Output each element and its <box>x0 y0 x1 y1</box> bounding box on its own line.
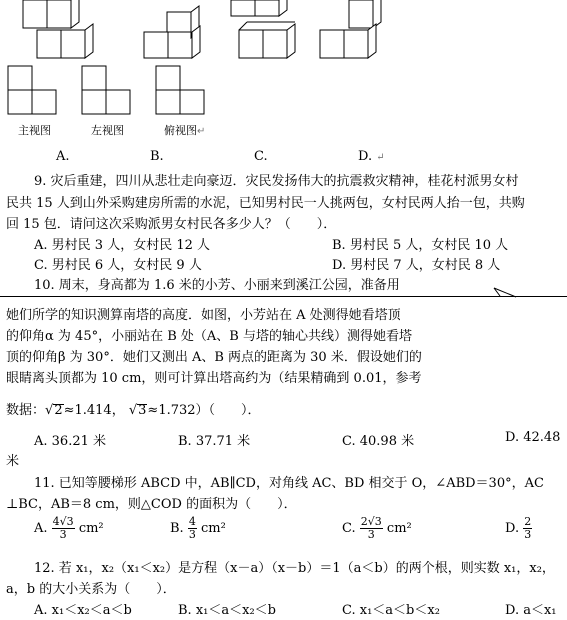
q9-option-a: A. 男村民 3 人，女村民 12 人 <box>34 238 210 253</box>
q10-line4: 顶的仰角β 为 30°．她们又测出 A、B 两点的距离为 30 米．假设她们的 <box>6 350 422 365</box>
top-view <box>156 66 204 114</box>
q10-line5: 眼睛离头顶都为 10 cm，则可计算出塔高约为（结果精确到 0.01，参考 <box>6 371 422 386</box>
paragraph-mark: ↵ <box>197 126 206 137</box>
fraction <box>52 516 75 541</box>
figure-a <box>23 0 93 58</box>
denominator: 3 <box>59 528 67 541</box>
q11-option-c <box>342 516 412 541</box>
numerator: 2√3 <box>360 515 382 528</box>
choice-b: B. <box>150 149 164 164</box>
q10-option-d-tail: 米 <box>6 454 20 469</box>
fraction <box>523 516 532 541</box>
top-view-label <box>164 122 205 138</box>
figure-d <box>320 0 381 58</box>
q10-line3: 的仰角α 为 45°，小丽站在 B 处（A、B 与塔的轴心共线）测得她看塔 <box>6 329 412 344</box>
top-view-label-text: 俯视图 <box>164 124 197 137</box>
q9-line1: 9. 灾后重建，四川从悲壮走向豪迈．灾民发扬伟大的抗震救灾精神，桂花村派男女村 <box>34 174 519 189</box>
choice-d-text: D. <box>358 149 373 164</box>
q10-option-d: D. 42.48 <box>505 430 561 445</box>
paragraph-mark: ↵ <box>376 152 385 163</box>
fraction <box>188 516 197 541</box>
front-view <box>8 66 56 114</box>
fraction <box>360 516 383 541</box>
q11-line1: 11. 已知等腰梯形 ABCD 中，AB∥CD，对角线 AC、BD 相交于 O，∠ABD＝30°，AC <box>34 476 544 491</box>
denominator: 3 <box>188 528 196 541</box>
q12-option-c: C. x₁＜a＜b＜x₂ <box>342 603 440 618</box>
q12-line1: 12. 若 x₁，x₂（x₁＜x₂）是方程（x－a）（x－b）＝1（a＜b）的两个根，则实数 x₁，x₂， <box>34 561 555 576</box>
numerator: 4 <box>188 515 196 528</box>
data-prefix: 数据： <box>6 403 46 418</box>
figure-b <box>144 6 200 58</box>
q10-line2: 她们所学的知识测算南塔的高度．如图，小芳站在 A 处测得她看塔顶 <box>6 308 401 323</box>
q11-option-d <box>505 516 532 541</box>
q11-line2: ⊥BC，AB＝8 cm，则△COD 的面积为（ ）． <box>6 497 297 512</box>
page-divider <box>0 296 567 297</box>
option-label: C. <box>342 521 356 536</box>
sqrt2-radicand: 2 <box>54 403 63 418</box>
numerator: 2 <box>524 515 532 528</box>
unit: cm² <box>78 521 104 536</box>
unit: cm² <box>200 521 226 536</box>
figure-c <box>231 0 295 58</box>
q12-option-a: A. x₁＜x₂＜a＜b <box>34 603 132 618</box>
denominator: 3 <box>524 528 532 541</box>
answer-figures <box>0 0 420 62</box>
sqrt3-radicand: 3 <box>138 403 147 418</box>
front-view-label: 主视图 <box>18 124 51 137</box>
q9-line3: 回 15 包．请问这次采购派男女村民各多少人？（ ）． <box>6 217 337 232</box>
sqrt-sign: √ <box>45 403 54 418</box>
q9-option-c: C. 男村民 6 人，女村民 9 人 <box>34 258 202 273</box>
denominator: 3 <box>367 528 375 541</box>
q9-option-b: B. 男村民 5 人，女村民 10 人 <box>332 238 509 253</box>
q11-option-b <box>170 516 226 541</box>
sqrt3-approx: ≈1.732）（ ）． <box>147 403 261 418</box>
option-label: B. <box>170 521 184 536</box>
q11-option-a <box>34 516 104 541</box>
q12-option-b: B. x₁＜a＜x₂＜b <box>178 603 276 618</box>
q10-option-a: A. 36.21 米 <box>34 434 107 449</box>
side-view <box>82 66 130 114</box>
q9-line2: 民共 15 人到山外采购建房所需的水泥，已知男村民一人挑两包，女村民两人抬一包，共购 <box>6 196 525 211</box>
q10-reference-data <box>6 399 261 418</box>
q12-line2: a，b 的大小关系为（ ）． <box>6 582 176 597</box>
option-label: D. <box>505 521 520 536</box>
q10-option-c: C. 40.98 米 <box>342 434 415 449</box>
side-view-label: 左视图 <box>91 124 124 137</box>
unit: cm² <box>386 521 412 536</box>
choice-a: A. <box>56 149 70 164</box>
q10-option-b: B. 37.71 米 <box>178 434 251 449</box>
sqrt2-approx: ≈1.414， <box>63 403 125 418</box>
numerator: 4√3 <box>52 515 74 528</box>
choice-c: C. <box>254 149 268 164</box>
sqrt-sign: √ <box>128 403 138 418</box>
q10-line1: 10. 周末，身高都为 1.6 米的小芳、小丽来到溪江公园，准备用 <box>34 278 400 293</box>
q9-option-d: D. 男村民 7 人，女村民 8 人 <box>332 258 501 273</box>
q12-option-d: D. a＜x₁ <box>505 603 557 618</box>
option-label: A. <box>34 521 48 536</box>
choice-d <box>358 149 385 164</box>
three-views-figure <box>0 62 220 120</box>
